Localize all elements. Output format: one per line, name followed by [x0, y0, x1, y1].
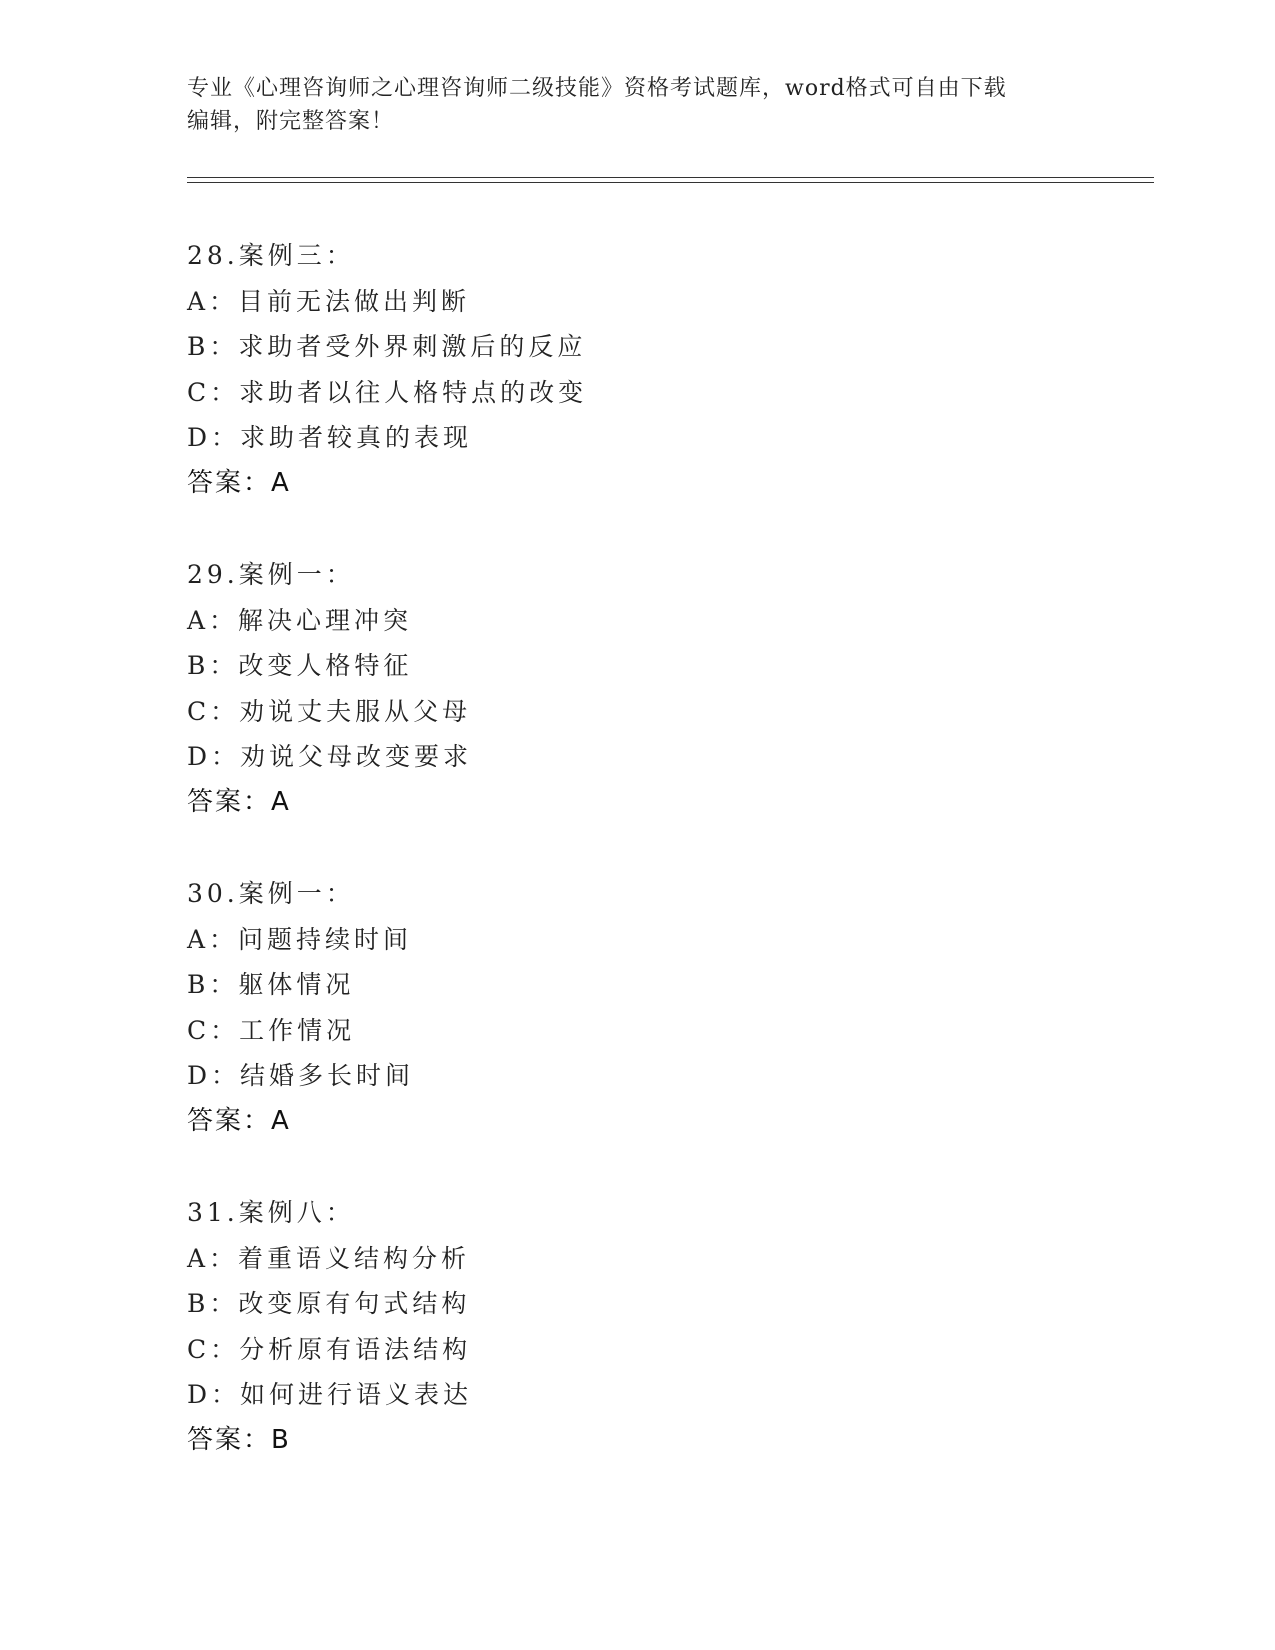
header-divider-top	[187, 177, 1154, 178]
option-d: D：劝说父母改变要求	[187, 742, 473, 771]
option-a: A：目前无法做出判断	[187, 286, 471, 316]
question-block-29	[187, 552, 1087, 825]
answer-line: 答案：B	[187, 1424, 291, 1455]
question-block-30	[187, 871, 1087, 1144]
option-b: B：求助者受外界刺激后的反应	[187, 332, 587, 361]
option-b: B：改变人格特征	[187, 651, 413, 680]
question-block-31	[187, 1190, 1087, 1463]
option-b: B：躯体情况	[187, 970, 355, 999]
question-block-28	[187, 233, 1087, 506]
question-title: 29.案例一：	[187, 560, 355, 589]
answer-line: 答案：A	[187, 467, 291, 498]
option-c: C：分析原有语法结构	[187, 1334, 472, 1364]
header-divider-bottom	[187, 182, 1154, 183]
option-d: D：如何进行语义表达	[187, 1380, 473, 1409]
question-title: 28.案例三：	[187, 241, 355, 270]
answer-line: 答案：A	[187, 786, 291, 817]
document-header	[187, 72, 1087, 138]
option-c: C：劝说丈夫服从父母	[187, 696, 472, 726]
header-line-1: 专业《心理咨询师之心理咨询师二级技能》资格考试题库，word格式可自由下载	[187, 76, 1007, 101]
answer-line: 答案：A	[187, 1105, 291, 1136]
question-title: 30.案例一：	[187, 879, 355, 908]
option-a: A：问题持续时间	[187, 924, 413, 954]
header-line-2: 编辑，附完整答案！	[187, 109, 395, 134]
option-a: A：着重语义结构分析	[187, 1243, 471, 1273]
option-a: A：解决心理冲突	[187, 605, 413, 635]
option-d: D：求助者较真的表现	[187, 423, 473, 452]
option-c: C：工作情况	[187, 1015, 356, 1045]
question-title: 31.案例八：	[187, 1198, 355, 1227]
option-d: D：结婚多长时间	[187, 1061, 415, 1090]
option-b: B：改变原有句式结构	[187, 1289, 471, 1318]
option-c: C：求助者以往人格特点的改变	[187, 377, 588, 407]
